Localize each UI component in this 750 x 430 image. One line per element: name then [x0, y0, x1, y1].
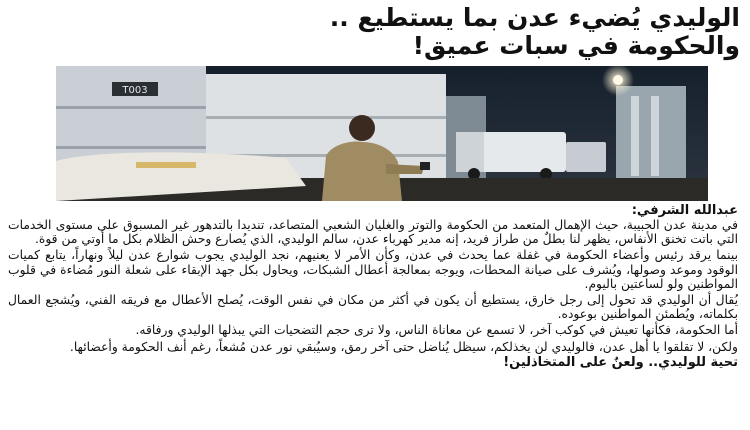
paragraph: أما الحكومة، فكأنها تعيش في كوكب آخر، لا تسمع عن معاناة الناس، ولا ترى حجم التضحيات التي يبذلها الوليدي ورفاقه.: [135, 323, 738, 338]
headline-line-1: الوليدي يُضيء عدن بما يستطيع ..: [329, 3, 740, 32]
article-headline: [0, 4, 740, 60]
paragraph: يُقال أن الوليدي قد تحول إلى رجل خارق، يستطيع أن يكون في أكثر من مكان في نفس الوقت، يُصلح الأعطال مع فريقه الفني، ويُشجع العمال بكلماته، ويُطمئن المواطنين بوعوده.: [8, 293, 738, 322]
tank-label: T003: [122, 85, 148, 96]
article-photo: [56, 66, 708, 201]
paragraph: في مدينة عدن الحبيبة، حيث الإهمال المتعمد من الحكومة والتوتر والغليان الشعبي المتصاعد، تنديدا بالتدهور غير المسبوق على مستوى الخدمات التي باتت تخنق الأنفاس، يظهر لنا بطلٌ من طراز فريد، إنه مدير كهرباء عدن، سالم الوليدي، الذي يُصارع وحش الظلام بكل ما أوتي من قوة.: [8, 218, 738, 247]
headline-line-2: والحكومة في سبات عميق!: [412, 31, 740, 60]
article-body: [8, 218, 738, 372]
closing-line: تحية للوليدي.. ولعنٌ على المتخاذلين!: [503, 354, 738, 370]
night-power-station-photo-icon: [56, 66, 708, 201]
paragraph: ولكن، لا تقلقوا يا أهل عدن، فالوليدي لن يخذلكم، سيظل يُناضل حتى آخر رمق، وسيُبقي نور عدن مُشعاً، رغم أنف الحكومة وأعضائها.: [69, 339, 738, 354]
article-byline: عبدالله الشرفي:: [631, 203, 738, 218]
paragraph: بينما يرقد رئيس وأعضاء الحكومة في غفلة عما يحدث في عدن، وكأن الأمر لا يعنيهم، نجد الوليدي يجوب شوارع عدن ليلاً ونهاراً، يتابع كميات الوقود وموعد وصولها، ويُشرف على صيانة المحطات، ويوجه بمعالجة أعطال الشبكات، ويحاول بكل جهد الإبقاء على شعلة النور مُضاءة في قلوب المواطنين ولو لساعتين باليوم.: [8, 248, 738, 291]
